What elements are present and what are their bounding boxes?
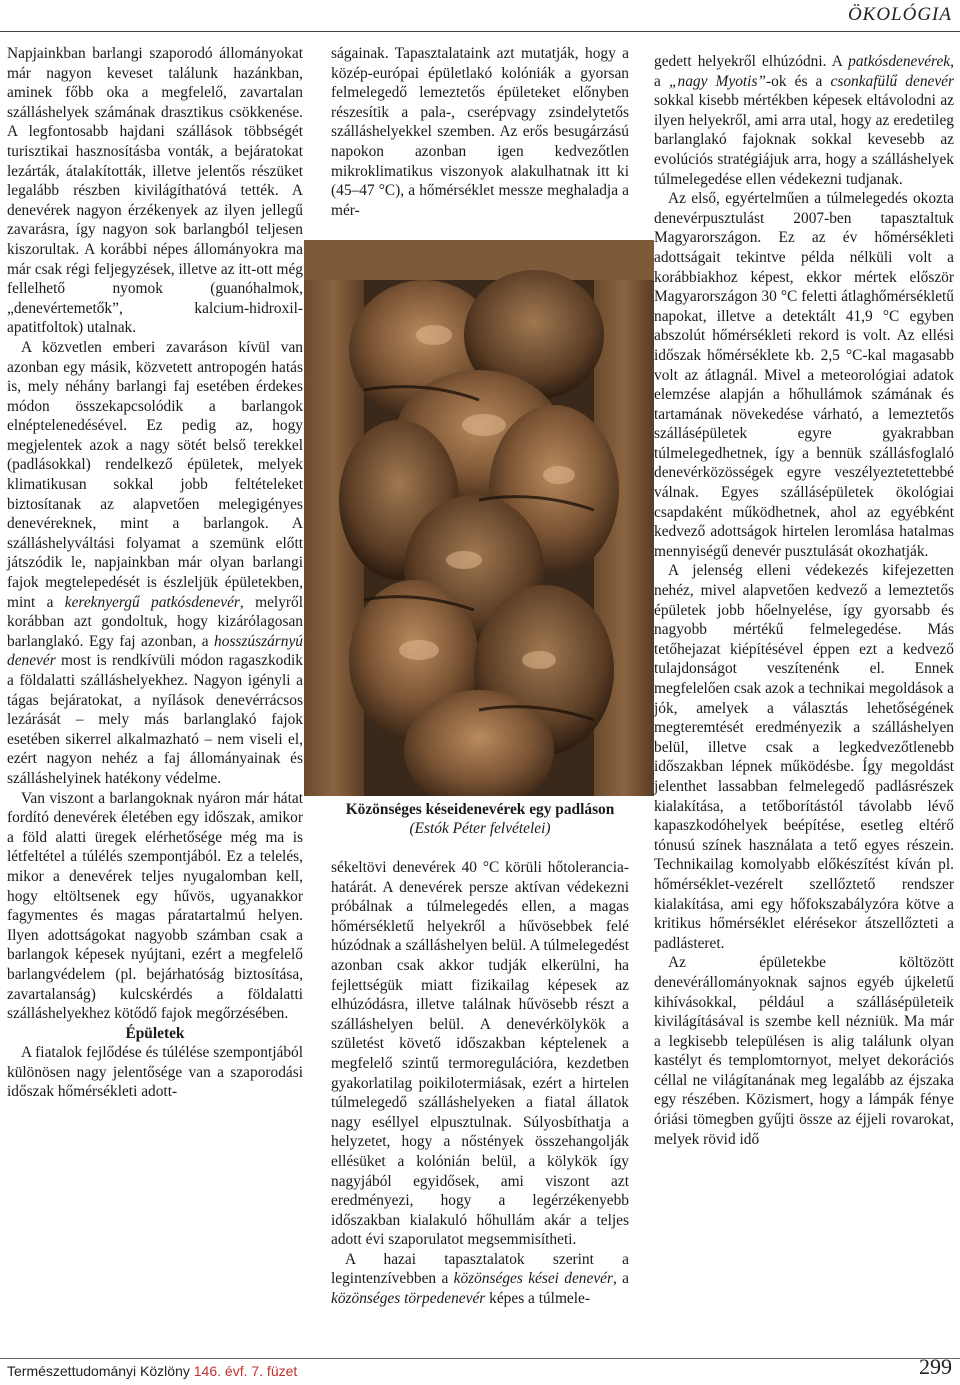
footer-rule xyxy=(0,1358,960,1359)
paragraph: A jelenség elleni védekezés kifejezetten nehéz, mivel alapvetően kedvező a lemeztetős épületek jobb hőelnyelése, így gyorsabb és nagyobb mértékű felmelegedése. Más tetőhejazat kiépítésével éppen ezt a kedvező tulajdonságot veszítenénk el. Ennek megfelelően csak azok a technikai megoldások a jók, amelyek a választás lehetőségének megteremtését eredményezik a szálláshelyen belül, illetve csak a legkedvezőtlenebb időszakban lépnek működésbe. Így megoldást jelenthet lassabban felmelegedő padlásrészek kialakítása, a tetőborítástól távolabb lévő kapaszkodóhelyek beépítése, esetleg eltérő tónusú színek használata a tető egyes részein. Technikailag komolyabb előkészítést kíván pl. hőmérséklet-vezérelt szellőztető rendszer kialakítása, ami egy hőfokszabályzóra kötve a kritikus hőmérséklet elérésekor átszellőzteti a padlásteret. xyxy=(654,562,954,952)
column-3 xyxy=(654,52,954,1149)
species-name: patkósdenevérek xyxy=(848,53,951,70)
paragraph: A fiatalok fejlődése és túlélése szempontjából különösen nagy jelentősége van a szaporodási időszak hőmérsékleti adott- xyxy=(7,1044,303,1101)
paragraph: Az első, egyértelműen a túlmelegedés okozta denevérpusztulást 2007-ben tapasztaltuk Magyarországon. Ez az év hőmérsékleti adottságait tekintve példa nélküli volt a korábbiakhoz képest, ekkor mértek először Magyarországon 30 °C feletti átlaghőmérsékletű napokat, illetve a detektált 41,9 °C egyben abszolút hőmérsékleti rekord is volt. Az ellési időszak hőmérséklete kb. 2,5 °C-kal magasabb volt az átlagnál. Mivel a meteorológiai adatok elemzése alapján a hőhullámok számának és tartamának növekedése várható, a lemeztetős szállásépületek egyre gyakrabban túlmelegedhetnek, így a bennük szállásfoglaló denevérközösségek egyre veszélyeztetettebbé válnak. Egyes szállásépületek ökológiai csapdaként működhetnek, ahol az egyébként kedvező adottságok hirtelen leromlása hatalmas mennyiségű denevér pusztulását okozhatják. xyxy=(654,190,954,560)
text-run: , a xyxy=(654,53,954,90)
text-run: A közvetlen emberi zavaráson kívül van azonban egy másik, közvetett antropogén hatás is, mely néhány barlangi faj esetében érdekes módon összekapcsolódik a barlangok elnéptelenedésével. Ez pedig az, hogy megjelentek azok a nagy sötét belső terekkel (padlásokkal) rendelkező épületek, melyek klimatikusan sokkal jobb feltételeket biztosítanak az alapvetően melegigényes denevéreknek, mint a barlangok. A szálláshelyváltási folyamat a szemünk előtt játszódik le, napjainkban már olyan barlangi fajok megtelepedését is észleljük épületekben, mint a xyxy=(7,338,303,611)
header-rule xyxy=(0,31,960,32)
paragraph xyxy=(654,52,954,189)
text-run: -ok és a xyxy=(766,72,831,90)
text-run: sokkal kisebb mértékben képesek eltávolodni az ilyen helyekről, ami arra utal, hogy az eredetileg barlanglakó fajoknak sokkal kevesebb az evolúciós stratégiájuk arra, hogy a szálláshelyek túlmelegedése ellen védekezni tudjanak. xyxy=(654,92,954,188)
paragraph: ságainak. Tapasztalataink azt mutatják, hogy a közép-európai épületlakó kolóniák a gyorsan felmelegedő lemeztetős épületeket előnyben részesítik a pala-, cserépvagy zsindelytetős szálláshelyekkel szemben. Az erős besugárzású napokon azonban igen kedvezőtlen mikroklimatikus viszonyok alakulhatnak itt ki (45–47 °C), a hőmérséklet messze meghaladja a mér- xyxy=(331,45,629,219)
species-name: hosszúszárnyú denevér xyxy=(7,632,303,670)
column-1 xyxy=(7,44,303,1102)
caption-title: Közönséges késeidenevérek egy padláson xyxy=(345,801,615,818)
column-2-top xyxy=(331,44,629,220)
paragraph xyxy=(331,1250,629,1309)
photo-caption xyxy=(331,800,629,838)
text-run: most is rendkívüli módon ragaszkodik a földalatti szálláshelyekhez. Nagyon igényli a tágas bejáratokat, a nyílások denevérrácsos lezárását – mely más barlanglakó fajok esetében sikerrel alkalmazható – nem viseli el, ezért nagyon nehéz a faj állományainak és szálláshelyinek hatékony védelme. xyxy=(7,652,303,787)
paragraph xyxy=(7,338,303,789)
paragraph: Az épületekbe költözött denevérállományoknak sajnos egyéb újkeletű kihívásokkal, például a szállásépületeik kivilágításával is szembe kell nézniük. Ma már a legkisebb településen is alig találunk olyan kastélyt és templomtornyot, melyet dekorációs céllal ne világítanának meg legalább az éjszaka egy részében. Közismert, hogy a lámpák fénye óriási tömegben gyűjti össze az éjjeli rovarokat, melyek rövid idő xyxy=(654,954,954,1148)
section-label: ÖKOLÓGIA xyxy=(847,4,952,25)
species-name: közönséges törpedenevér xyxy=(331,1290,486,1308)
species-name: kereknyergű patkósdenevér xyxy=(64,593,240,611)
species-name: csonkafülű denevér xyxy=(830,72,954,90)
text-run: A hazai tapasztalatok szerint a legintenzívebben a xyxy=(331,1250,629,1288)
caption-credit: (Estók Péter felvételei) xyxy=(409,820,551,837)
issue-number: 146. évf. 7. füzet xyxy=(193,1363,298,1379)
paragraph: Napjainkban barlangi szaporodó állományokat már nagyon keveset találunk hazánkban, aminek főbb oka a megfelelő, zavartalan szálláshelyek számának drasztikus csökkenése. A legfontosabb hajdani szállások többségét turisztikai hasznosításba vonták, a bejáratokat lezárták, átalakították, illetve jelentős részüket legalább részben kivilágíthatóvá tették. A denevérek nagyon érzékenyek az ilyen jellegű zavarásra, így nagyon sok barlangból teljesen kiszorultak. A korábbi népes állományokra ma már csak régi feljegyzések, illetve az itt-ott még fellelhető nyomok (guanóhalmok, „denevértemetők”, kalcium-hidroxil-apatitfoltok) utalnak. xyxy=(7,45,303,337)
text-run: képes a túlmele- xyxy=(485,1290,590,1308)
text-run: , a xyxy=(613,1270,630,1288)
subheading: Épületek xyxy=(125,1024,185,1042)
bat-colony-photo xyxy=(304,240,654,796)
species-name: közönséges kései denevér xyxy=(453,1270,613,1288)
text-run: , melyről korábban azt gondoltuk, hogy kizárólagosan barlanglakó. Egy faj azonban, a xyxy=(7,593,303,650)
species-name: „nagy Myotis” xyxy=(668,72,766,90)
page-number: 299 xyxy=(919,1354,952,1379)
paragraph: Van viszont a barlangoknak nyáron már hátat fordító denevérek életében egy időszak, amikor a föld alatti üregek elérhetősége még ma is létfeltétel a túlélés szempontjából. Ez a telelés, mikor a denevérek teljes nyugalomban kell, hogy eltöltsenek egy hűvös, ugyanakkor fagymentes és magas páratartalmú helyen. Ilyen adottságokat nagyobb számban csak a barlangok képesek nyújtani, ezért a megfelelő barlangvédelem (pl. bejárhatóság biztosítása, zavartalanság) kulcskérdés a földalatti szálláshelyekhez kötődő fajok megőrzésében. xyxy=(7,789,303,1023)
text-run: gedett helyekről elhúzódni. A xyxy=(654,53,849,70)
paragraph: sékeltövi denevérek 40 °C körüli hőtolerancia-határát. A denevérek persze aktívan védekezni próbálnak a túlmelegedés ellen, a magas hőmérsékletű helyekről a hűvösebbek felé húzódnak a szálláshelyen belül. A túlmelegedést azonban csak akkor tudják elkerülni, ha fejlettségük miatt fizikailag képesek az elhúzódásra, illetve találnak hűvösebb részt a szálláshelyen belül. A denevérkölykök a születést követő időszakban képtelenek a megfelelő szintű termoregulációra, kezdetben gyakorlatilag poikilotermiásak, ezért a hirtelen túlmelegedő szálláshelyeken a fiatal állatok nagy eséllyel elpusztulnak. Súlyosbíthatja a helyzetet, hogy a nőstények összehangolják ellésüket a kolónián belül, a kölykök így nagyjából egyidősek, ami viszont azt eredményezi, hogy a legérzékenyebb időszakban kialakuló hőhullám akár a teljes adott évi szaporulatot megsemmisítheti. xyxy=(331,859,629,1249)
journal-footer xyxy=(7,1363,297,1379)
photo-image xyxy=(304,240,654,796)
column-2-bottom xyxy=(331,858,629,1309)
journal-name: Természettudományi Közlöny xyxy=(7,1363,194,1379)
